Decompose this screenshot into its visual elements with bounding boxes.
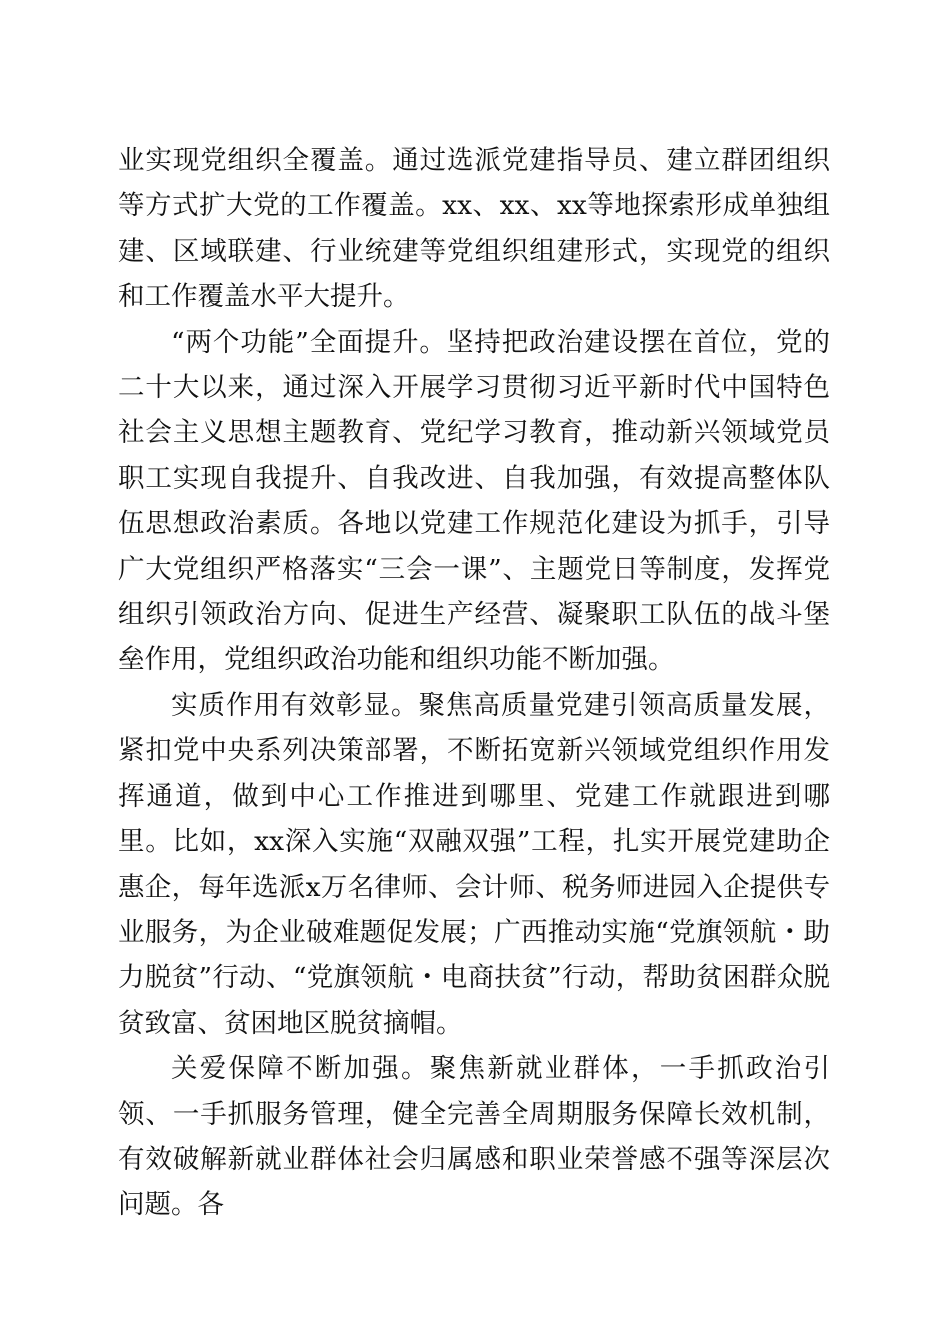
paragraph-two-functions: “两个功能”全面提升。坚持把政治建设摆在首位，党的二十大以来，通过深入开展学习贯彻习近平新时代中国特色社会主义思想主题教育、党纪学习教育，推动新兴领域党员职工实现自我提升、自我改进、自我加强，有效提高整体队伍思想政治素质。各地以党建工作规范化建设为抓手，引导广大党组织严格落实“三会一课”、主题党日等制度，发挥党组织引领政治方向、促进生产经营、凝聚职工队伍的战斗堡垒作用，党组织政治功能和组织功能不断加强。: [118, 326, 830, 676]
paragraph-coverage-continued: 业实现党组织全覆盖。通过选派党建指导员、建立群团组织等方式扩大党的工作覆盖。xx、xx、xx等地探索形成单独组建、区域联建、行业统建等党组织组建形式，实现党的组织和工作覆盖水平大提升。: [118, 145, 830, 313]
paragraph-care-guarantee: 关爱保障不断加强。聚焦新就业群体，一手抓政治引领、一手抓服务管理，健全完善全周期服务保障长效机制，有效破解新就业群体社会归属感和职业荣誉感不强等深层次问题。各: [118, 1053, 830, 1221]
paragraph-practical-role: 实质作用有效彰显。聚焦高质量党建引领高质量发展，紧扣党中央系列决策部署，不断拓宽新兴领域党组织作用发挥通道，做到中心工作推进到哪里、党建工作就跟进到哪里。比如，xx深入实施“双融双强”工程，扎实开展党建助企惠企，每年选派x万名律师、会计师、税务师进园入企提供专业服务，为企业破难题促发展；广西推动实施“党旗领航・助力脱贫”行动、“党旗领航・电商扶贫”行动，帮助贫困群众脱贫致富、贫困地区脱贫摘帽。: [118, 689, 830, 1039]
document-body: [118, 138, 830, 1228]
